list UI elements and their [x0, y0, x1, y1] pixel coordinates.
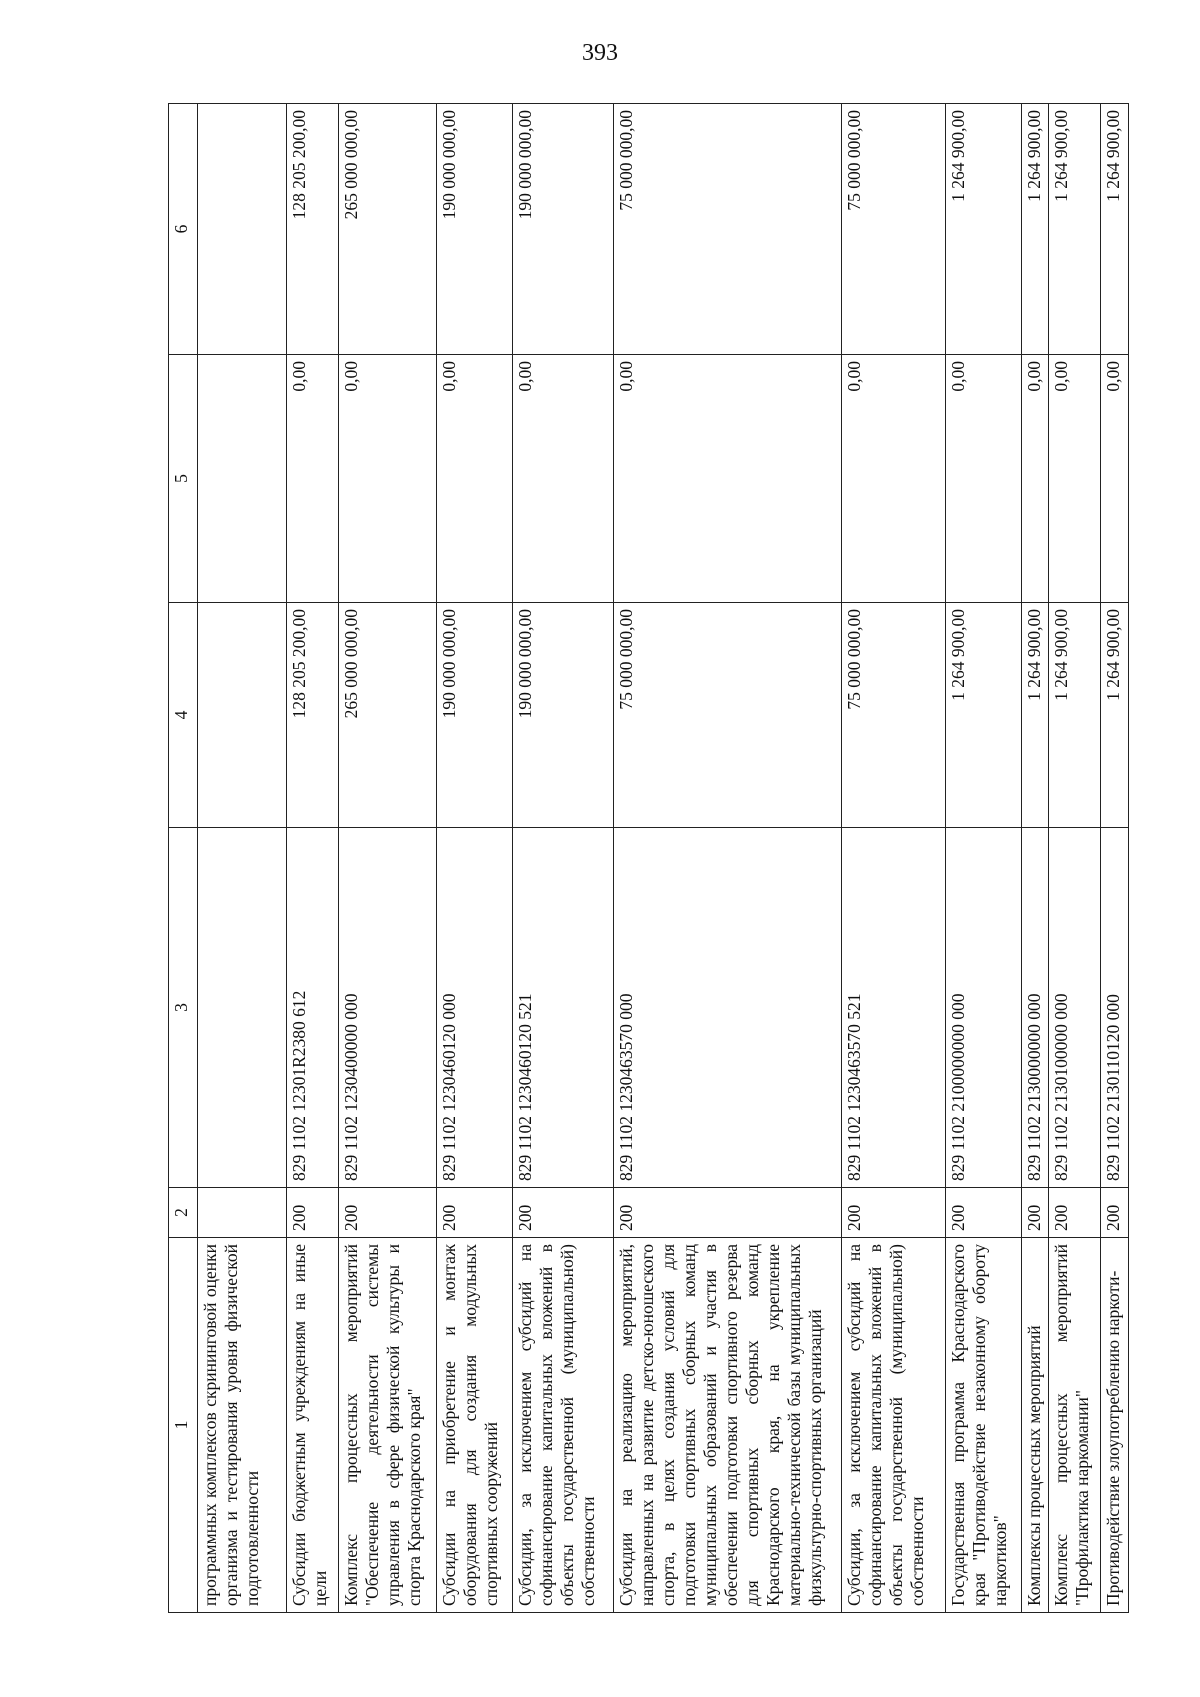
cell-code: 829 1102 1230460120 521 — [512, 828, 613, 1188]
cell-code: 829 1102 2130110120 000 — [1101, 828, 1129, 1188]
cell-col4: 1 264 900,00 — [1021, 603, 1049, 828]
cell-col5: 0,00 — [613, 355, 841, 603]
table-row — [1049, 104, 1101, 1613]
table-row — [945, 104, 1021, 1613]
cell-col5: 0,00 — [841, 355, 945, 603]
cell-col6: 190 000 000,00 — [436, 104, 512, 355]
cell-col4: 265 000 000,00 — [339, 603, 437, 828]
cell-col5: 0,00 — [1101, 355, 1129, 603]
cell-col2: 200 — [1101, 1188, 1129, 1238]
cell-col5: 0,00 — [1049, 355, 1101, 603]
cell-col6: 1 264 900,00 — [945, 104, 1021, 355]
table-row — [436, 104, 512, 1613]
cell-code — [198, 828, 287, 1188]
table-row — [1021, 104, 1049, 1613]
cell-code: 829 1102 1230400000 000 — [339, 828, 437, 1188]
page-number: 393 — [582, 40, 618, 66]
cell-col5: 0,00 — [339, 355, 437, 603]
cell-col2: 200 — [1021, 1188, 1049, 1238]
cell-col4: 1 264 900,00 — [1049, 603, 1101, 828]
cell-col2: 200 — [945, 1188, 1021, 1238]
header-col-5: 5 — [169, 355, 198, 603]
cell-col6 — [198, 104, 287, 355]
header-row — [169, 104, 198, 1613]
cell-name: Субсидии на приобретение и монтаж оборудования для создания модульных спортивных сооружений — [436, 1238, 512, 1613]
cell-col2: 200 — [1049, 1188, 1101, 1238]
cell-col2: 200 — [339, 1188, 437, 1238]
cell-col2: 200 — [512, 1188, 613, 1238]
cell-name: Государственная программа Краснодарского края "Противодействие незаконному обороту наркотиков" — [945, 1238, 1021, 1613]
cell-col5: 0,00 — [436, 355, 512, 603]
cell-col6: 75 000 000,00 — [841, 104, 945, 355]
cell-col6: 1 264 900,00 — [1049, 104, 1101, 355]
cell-col4: 190 000 000,00 — [436, 603, 512, 828]
table-row — [841, 104, 945, 1613]
cell-col4: 128 205 200,00 — [287, 603, 339, 828]
cell-name: программных комплексов скрининговой оценки организма и тестирования уровня физической подготовленности — [198, 1238, 287, 1613]
cell-name: Субсидии, за исключением субсидий на софинансирование капитальных вложений в объекты государственной (муниципальной) собственности — [841, 1238, 945, 1613]
cell-code: 829 1102 1230463570 000 — [613, 828, 841, 1188]
cell-col2: 200 — [436, 1188, 512, 1238]
table-row — [613, 104, 841, 1613]
cell-name: Субсидии бюджетным учреждениям на иные цели — [287, 1238, 339, 1613]
cell-name: Субсидии на реализацию мероприятий, направленных на развитие детско-юношеского спорта, в целях создания условий для подготовки спортивных сборных команд муниципальных образований и участия в обеспечении подготовки спортивного резерва для спортивных сборных команд Краснодарского края, на укрепление материально-технической базы муниципальных физкультурно-спортивных организаций — [613, 1238, 841, 1613]
cell-col5 — [198, 355, 287, 603]
header-col-2: 2 — [169, 1188, 198, 1238]
header-col-4: 4 — [169, 603, 198, 828]
table-row — [287, 104, 339, 1613]
cell-code: 829 1102 1230463570 521 — [841, 828, 945, 1188]
cell-col2: 200 — [287, 1188, 339, 1238]
budget-table — [168, 103, 1129, 1613]
cell-col6: 265 000 000,00 — [339, 104, 437, 355]
cell-col4: 1 264 900,00 — [945, 603, 1021, 828]
cell-col6: 75 000 000,00 — [613, 104, 841, 355]
cell-name: Субсидии, за исключением субсидий на софинансирование капитальных вложений в объекты государственной (муниципальной) собственности — [512, 1238, 613, 1613]
cell-col2: 200 — [613, 1188, 841, 1238]
cell-col5: 0,00 — [945, 355, 1021, 603]
cell-code: 829 1102 2100000000 000 — [945, 828, 1021, 1188]
cell-name: Комплексы процессных мероприятий — [1021, 1238, 1049, 1613]
cell-code: 829 1102 2130000000 000 — [1021, 828, 1049, 1188]
cell-code: 829 1102 12301R2380 612 — [287, 828, 339, 1188]
cell-col4: 75 000 000,00 — [841, 603, 945, 828]
cell-code: 829 1102 2130100000 000 — [1049, 828, 1101, 1188]
cell-col6: 1 264 900,00 — [1021, 104, 1049, 355]
cell-name: Противодействие злоупотреблению наркоти- — [1101, 1238, 1129, 1613]
header-col-3: 3 — [169, 828, 198, 1188]
cell-col4 — [198, 603, 287, 828]
cell-col5: 0,00 — [512, 355, 613, 603]
header-col-1: 1 — [169, 1238, 198, 1613]
table-row — [339, 104, 437, 1613]
cell-col6: 190 000 000,00 — [512, 104, 613, 355]
table-row — [198, 104, 287, 1613]
cell-col6: 128 205 200,00 — [287, 104, 339, 355]
table-row — [1101, 104, 1129, 1613]
cell-col2 — [198, 1188, 287, 1238]
table-row — [512, 104, 613, 1613]
cell-name: Комплекс процессных мероприятий "Профилактика наркомании" — [1049, 1238, 1101, 1613]
cell-name: Комплекс процессных мероприятий "Обеспечение деятельности системы управления в сфере физической культуры и спорта Краснодарского края" — [339, 1238, 437, 1613]
cell-col5: 0,00 — [1021, 355, 1049, 603]
cell-col2: 200 — [841, 1188, 945, 1238]
budget-table-rotated — [168, 104, 1129, 1613]
cell-col5: 0,00 — [287, 355, 339, 603]
cell-col4: 1 264 900,00 — [1101, 603, 1129, 828]
cell-code: 829 1102 1230460120 000 — [436, 828, 512, 1188]
header-col-6: 6 — [169, 104, 198, 355]
cell-col4: 75 000 000,00 — [613, 603, 841, 828]
cell-col6: 1 264 900,00 — [1101, 104, 1129, 355]
cell-col4: 190 000 000,00 — [512, 603, 613, 828]
